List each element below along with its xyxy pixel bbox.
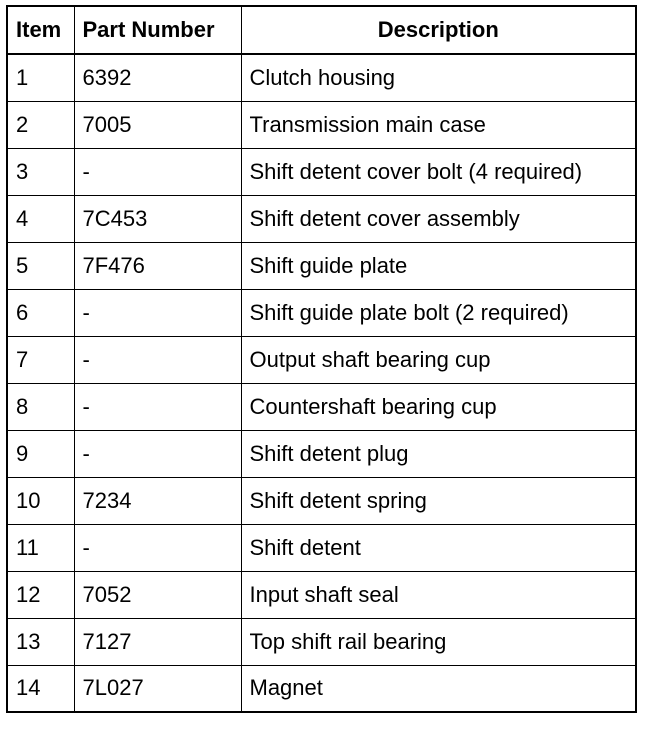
cell-description: Transmission main case: [241, 101, 636, 148]
cell-item: 14: [7, 665, 74, 712]
header-row: [7, 6, 636, 54]
cell-part-number: 7005: [74, 101, 241, 148]
cell-part-number: -: [74, 524, 241, 571]
cell-part-number: -: [74, 148, 241, 195]
cell-description: Input shaft seal: [241, 571, 636, 618]
cell-item: 5: [7, 242, 74, 289]
table-row: [7, 242, 636, 289]
table-row: [7, 618, 636, 665]
cell-description: Output shaft bearing cup: [241, 336, 636, 383]
table-row: [7, 477, 636, 524]
cell-part-number: 7052: [74, 571, 241, 618]
cell-part-number: 6392: [74, 54, 241, 101]
table-row: [7, 430, 636, 477]
table-row: [7, 101, 636, 148]
header-part-number: Part Number: [74, 6, 241, 54]
cell-part-number: 7L027: [74, 665, 241, 712]
cell-part-number: -: [74, 430, 241, 477]
cell-item: 10: [7, 477, 74, 524]
cell-item: 1: [7, 54, 74, 101]
cell-part-number: -: [74, 289, 241, 336]
table-row: [7, 524, 636, 571]
table-body: [7, 54, 636, 712]
cell-item: 8: [7, 383, 74, 430]
cell-item: 4: [7, 195, 74, 242]
cell-item: 2: [7, 101, 74, 148]
cell-item: 7: [7, 336, 74, 383]
table-row: [7, 571, 636, 618]
table-row: [7, 289, 636, 336]
cell-part-number: -: [74, 383, 241, 430]
cell-description: Shift detent cover bolt (4 required): [241, 148, 636, 195]
table-row: [7, 54, 636, 101]
cell-part-number: 7C453: [74, 195, 241, 242]
table-row: [7, 195, 636, 242]
cell-description: Shift detent spring: [241, 477, 636, 524]
cell-item: 13: [7, 618, 74, 665]
table-row: [7, 665, 636, 712]
cell-item: 11: [7, 524, 74, 571]
header-item: Item: [7, 6, 74, 54]
table-row: [7, 148, 636, 195]
cell-part-number: 7127: [74, 618, 241, 665]
cell-part-number: 7234: [74, 477, 241, 524]
cell-description: Shift detent cover assembly: [241, 195, 636, 242]
cell-description: Magnet: [241, 665, 636, 712]
cell-item: 6: [7, 289, 74, 336]
cell-part-number: 7F476: [74, 242, 241, 289]
table-header: [7, 6, 636, 54]
cell-item: 9: [7, 430, 74, 477]
cell-description: Countershaft bearing cup: [241, 383, 636, 430]
cell-item: 3: [7, 148, 74, 195]
cell-item: 12: [7, 571, 74, 618]
cell-description: Clutch housing: [241, 54, 636, 101]
parts-table: [6, 5, 637, 713]
header-description: Description: [241, 6, 636, 54]
cell-description: Top shift rail bearing: [241, 618, 636, 665]
cell-part-number: -: [74, 336, 241, 383]
cell-description: Shift detent: [241, 524, 636, 571]
cell-description: Shift guide plate bolt (2 required): [241, 289, 636, 336]
cell-description: Shift guide plate: [241, 242, 636, 289]
cell-description: Shift detent plug: [241, 430, 636, 477]
table-row: [7, 336, 636, 383]
table-row: [7, 383, 636, 430]
